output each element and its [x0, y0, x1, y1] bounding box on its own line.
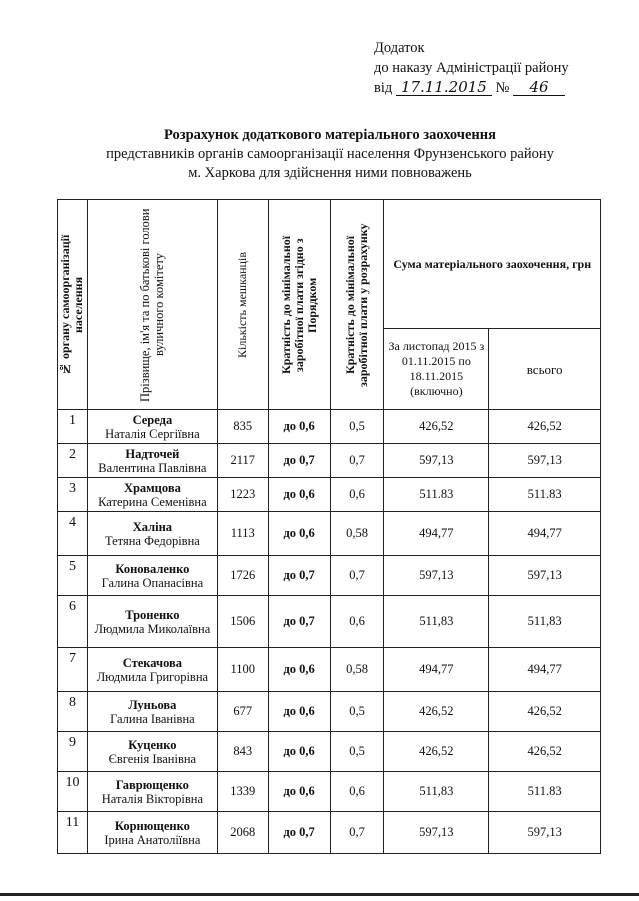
cell-ratio-calc: 0,6 — [330, 478, 384, 512]
cell-ratio-rule: до 0,7 — [268, 444, 330, 478]
cell-total-sum: 511.83 — [489, 478, 601, 512]
cell-ratio-rule: до 0,7 — [268, 812, 330, 854]
cell-given-names: Ірина Анатоліївна — [104, 832, 201, 847]
cell-surname: Стекачова — [122, 655, 183, 670]
table-row — [58, 692, 601, 732]
cell-ratio-calc: 0,5 — [330, 732, 384, 772]
cell-surname: Троненко — [125, 607, 180, 622]
table-row — [58, 772, 601, 812]
cell-ratio-rule: до 0,6 — [268, 648, 330, 692]
table-row — [58, 444, 601, 478]
cell-residents: 2117 — [217, 444, 268, 478]
cell-period-sum: 494,77 — [384, 512, 489, 556]
cell-ratio-rule: до 0,6 — [268, 478, 330, 512]
cell-given-names: Галина Опанасівна — [101, 575, 204, 590]
cell-residents: 1113 — [217, 512, 268, 556]
cell-name — [87, 648, 217, 692]
cell-surname: Храмцова — [123, 480, 181, 495]
table-row — [58, 596, 601, 648]
cell-total-sum: 426,52 — [489, 410, 601, 444]
cell-period-sum: 426,52 — [384, 692, 489, 732]
header-number: № органу самоорганізації населення — [58, 200, 88, 410]
cell-residents: 1223 — [217, 478, 268, 512]
table-row — [58, 732, 601, 772]
date-prefix: від — [374, 80, 393, 96]
cell-number: 4 — [58, 512, 88, 556]
cell-surname: Халіна — [132, 519, 173, 534]
header-total: всього — [489, 329, 601, 410]
cell-name — [87, 772, 217, 812]
cell-given-names: Наталія Сергіївна — [105, 426, 200, 441]
cell-period-sum: 511,83 — [384, 596, 489, 648]
header-ratio-rule: Кратність до мінімальної заробітної плати згідно з Порядком — [268, 200, 330, 410]
cell-ratio-calc: 0,58 — [330, 512, 384, 556]
cell-total-sum: 597,13 — [489, 556, 601, 596]
cell-given-names: Катерина Семенівна — [98, 494, 207, 509]
title-line-2: представників органів самоорганізації населення Фрунзенського району — [106, 146, 554, 162]
header-row — [58, 200, 601, 329]
cell-name — [87, 512, 217, 556]
cell-number: 8 — [58, 692, 88, 732]
title-line-1: Розрахунок додаткового матеріального заохочення — [164, 127, 496, 143]
table-row — [58, 478, 601, 512]
cell-ratio-rule: до 0,6 — [268, 512, 330, 556]
calculation-table — [57, 199, 601, 854]
cell-residents: 1506 — [217, 596, 268, 648]
cell-ratio-rule: до 0,6 — [268, 732, 330, 772]
cell-ratio-calc: 0,58 — [330, 648, 384, 692]
cell-ratio-rule: до 0,7 — [268, 596, 330, 648]
cell-ratio-rule: до 0,6 — [268, 772, 330, 812]
cell-total-sum: 511,83 — [489, 596, 601, 648]
header-residents: Кількість мешканців — [217, 200, 268, 410]
cell-ratio-calc: 0,7 — [330, 556, 384, 596]
cell-number: 6 — [58, 596, 88, 648]
cell-period-sum: 511.83 — [384, 478, 489, 512]
cell-number: 1 — [58, 410, 88, 444]
cell-residents: 843 — [217, 732, 268, 772]
cell-ratio-rule: до 0,7 — [268, 556, 330, 596]
appendix-order-ref: до наказу Адміністрації району — [374, 60, 569, 76]
cell-period-sum: 597,13 — [384, 444, 489, 478]
cell-number: 7 — [58, 648, 88, 692]
cell-ratio-calc: 0,5 — [330, 692, 384, 732]
handwritten-number: 46 — [513, 79, 565, 96]
cell-ratio-calc: 0,6 — [330, 596, 384, 648]
table-row — [58, 512, 601, 556]
header-ratio-calc: Кратність до мінімальної заробітної плати у розрахунку — [330, 200, 384, 410]
cell-surname: Середа — [132, 412, 173, 427]
bottom-edge-line — [0, 893, 639, 896]
cell-total-sum: 597,13 — [489, 812, 601, 854]
cell-residents: 1339 — [217, 772, 268, 812]
cell-name — [87, 410, 217, 444]
cell-total-sum: 426,52 — [489, 692, 601, 732]
cell-period-sum: 597,13 — [384, 812, 489, 854]
cell-given-names: Тетяна Федорівна — [104, 533, 200, 548]
number-prefix: № — [495, 80, 510, 96]
cell-name — [87, 692, 217, 732]
cell-total-sum: 494,77 — [489, 648, 601, 692]
cell-surname: Гаврющенко — [115, 777, 189, 792]
cell-name — [87, 732, 217, 772]
header-name: Прізвище, ім'я та по батькові голови вуличного комітету — [87, 200, 217, 410]
handwritten-date: 17.11.2015 — [396, 79, 492, 96]
cell-given-names: Валентина Павлівна — [98, 460, 207, 475]
appendix-date-line — [374, 78, 569, 98]
cell-ratio-rule: до 0,6 — [268, 692, 330, 732]
cell-number: 10 — [58, 772, 88, 812]
appendix-title: Додаток — [374, 40, 425, 56]
cell-ratio-calc: 0,7 — [330, 444, 384, 478]
cell-given-names: Людмила Григорівна — [96, 669, 209, 684]
cell-surname: Коноваленко — [115, 561, 190, 576]
cell-surname: Надточей — [125, 446, 180, 461]
cell-surname: Луньова — [128, 697, 177, 712]
cell-ratio-calc: 0,7 — [330, 812, 384, 854]
cell-period-sum: 426,52 — [384, 410, 489, 444]
cell-ratio-calc: 0,5 — [330, 410, 384, 444]
header-period: За листопад 2015 з 01.11.2015 по 18.11.2015 (включно) — [384, 329, 489, 410]
table-row — [58, 812, 601, 854]
table-row — [58, 648, 601, 692]
cell-given-names: Наталія Вікторівна — [101, 791, 203, 806]
cell-given-names: Галина Іванівна — [110, 711, 195, 726]
document-title — [60, 126, 600, 183]
cell-total-sum: 426,52 — [489, 732, 601, 772]
cell-name — [87, 556, 217, 596]
cell-total-sum: 494,77 — [489, 512, 601, 556]
cell-residents: 1726 — [217, 556, 268, 596]
table-row — [58, 410, 601, 444]
cell-given-names: Євгенія Іванівна — [108, 751, 197, 766]
cell-period-sum: 597,13 — [384, 556, 489, 596]
header-sum: Сума матеріального заохочення, грн — [384, 200, 601, 329]
cell-total-sum: 511.83 — [489, 772, 601, 812]
cell-name — [87, 596, 217, 648]
cell-number: 11 — [58, 812, 88, 854]
cell-total-sum: 597,13 — [489, 444, 601, 478]
cell-ratio-rule: до 0,6 — [268, 410, 330, 444]
title-line-3: м. Харкова для здійснення ними повноважень — [188, 165, 472, 181]
cell-residents: 835 — [217, 410, 268, 444]
cell-residents: 1100 — [217, 648, 268, 692]
cell-residents: 677 — [217, 692, 268, 732]
cell-number: 3 — [58, 478, 88, 512]
cell-period-sum: 494,77 — [384, 648, 489, 692]
table-row — [58, 556, 601, 596]
cell-period-sum: 511,83 — [384, 772, 489, 812]
cell-number: 5 — [58, 556, 88, 596]
cell-ratio-calc: 0,6 — [330, 772, 384, 812]
cell-residents: 2068 — [217, 812, 268, 854]
cell-name — [87, 444, 217, 478]
cell-surname: Куценко — [128, 737, 177, 752]
cell-given-names: Людмила Миколаївна — [94, 621, 211, 636]
cell-name — [87, 478, 217, 512]
cell-surname: Корнющенко — [114, 818, 190, 833]
cell-number: 9 — [58, 732, 88, 772]
cell-name — [87, 812, 217, 854]
cell-number: 2 — [58, 444, 88, 478]
appendix-block — [374, 38, 569, 98]
cell-period-sum: 426,52 — [384, 732, 489, 772]
